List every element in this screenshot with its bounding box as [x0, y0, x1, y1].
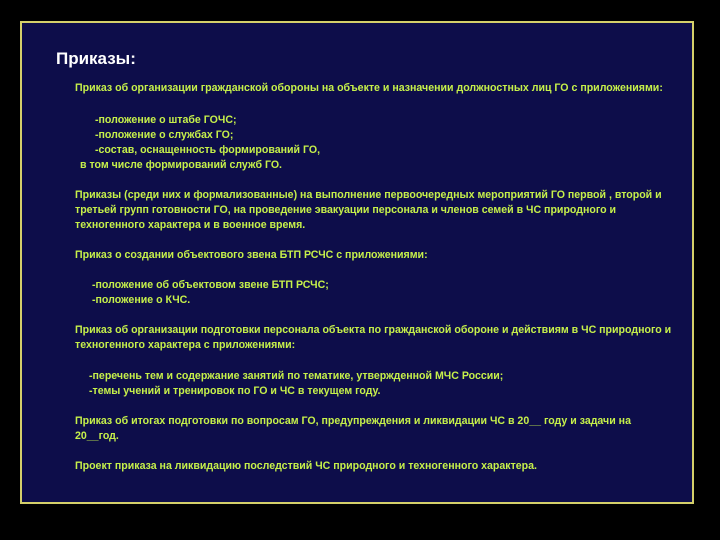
list-item: -положение о штабе ГОЧС; [95, 114, 237, 126]
slide-content [75, 81, 675, 474]
order-draft-liquidation: Проект приказа на ликвидацию последствий ЧС природного и техногенного характера. [75, 460, 537, 472]
list-item: -положение о КЧС. [92, 294, 191, 306]
order-training-results: Приказ об итогах подготовки по вопросам ГО, предупреждения и ликвидации ЧС в 20__ году и задачи на 20__год. [75, 415, 631, 442]
list-item: -положение об объектовом звене БТП РСЧС; [92, 279, 329, 291]
slide-title: Приказы: [56, 49, 136, 68]
order-rschs-creation: Приказ о создании объектового звена БТП РСЧС с приложениями: [75, 249, 428, 261]
order-go-organization: Приказ об организации гражданской обороны на объекте и назначении должностных лиц ГО с приложениями: [75, 82, 663, 94]
order-training-organization: Приказ об организации подготовки персонала объекта по гражданской обороне и действиям в ЧС природного и техногенного характера с приложениями: [75, 324, 672, 351]
go-attachments-list [75, 113, 675, 173]
rschs-attachments-list [75, 278, 675, 308]
list-item: -положение о службах ГО; [95, 129, 234, 141]
list-item: -темы учений и тренировок по ГО и ЧС в текущем году. [89, 385, 381, 397]
list-item: в том числе формирований служб ГО. [80, 159, 282, 171]
list-item: -перечень тем и содержание занятий по тематике, утвержденной МЧС России; [89, 370, 504, 382]
list-item: -состав, оснащенность формирований ГО, [95, 144, 321, 156]
order-readiness-measures: Приказы (среди них и формализованные) на выполнение первоочередных мероприятий ГО первой , второй и третьей групп готовности ГО, на проведение эвакуации персонала и членов семей в ЧС природного и техногенного характера и в военное время. [75, 189, 662, 231]
slide-frame [20, 21, 694, 504]
training-attachments-list [75, 369, 675, 399]
